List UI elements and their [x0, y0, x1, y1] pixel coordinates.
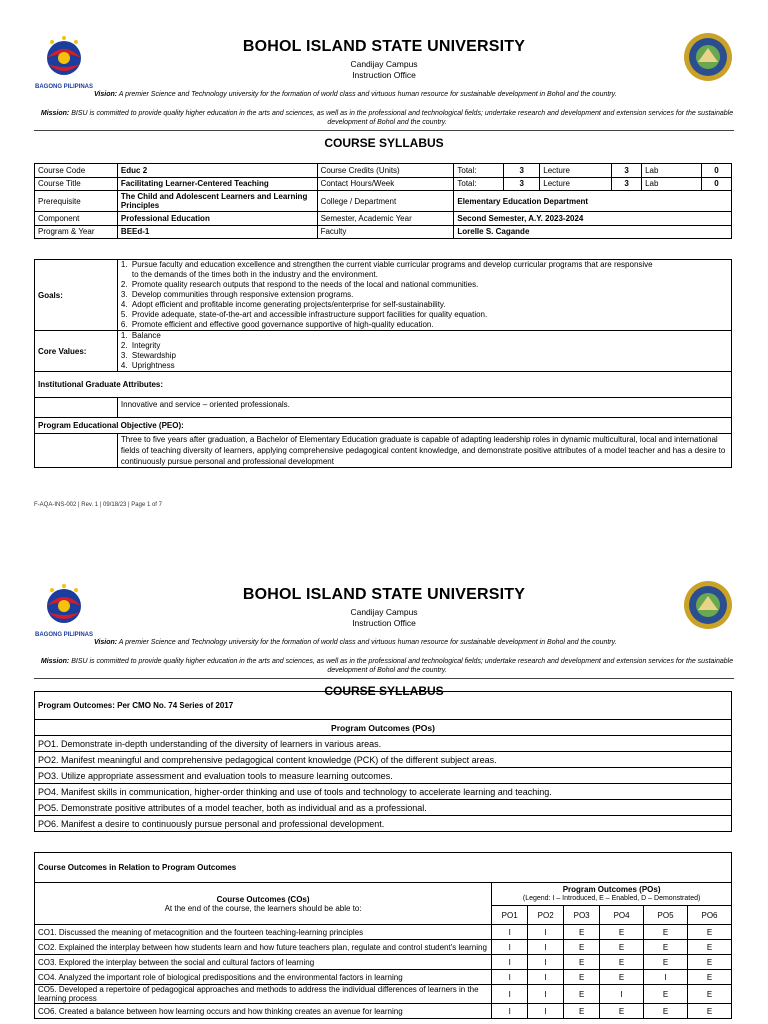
table-row	[35, 800, 732, 816]
mission-statement: Mission: BISU is committed to provide quality higher education in the arts and sciences, as well as in the professional and technological fields; undertake research and development and extension services for the sustainable development of Bohol and the country.	[40, 658, 734, 674]
po-column: PO6	[688, 906, 732, 925]
po-column: PO1	[492, 906, 528, 925]
total-hours: 3	[504, 177, 540, 191]
course-title: Facilitating Learner-Centered Teaching	[117, 177, 317, 191]
table-row	[35, 736, 732, 752]
table-row: CO3. Explored the interplay between the social and cultural factors of learning I I E E E E	[35, 955, 732, 970]
vision-statement	[94, 91, 714, 98]
university-name: BOHOL ISLAND STATE UNIVERSITY	[242, 38, 526, 55]
co-text: CO2. Explained the interplay between how students learn and how future teachers plan, regulate and control student's learning	[35, 940, 492, 955]
goals-list	[121, 260, 728, 330]
college-label: College / Department	[317, 191, 454, 212]
campus-name: Candijay Campus	[350, 59, 418, 69]
list-item: to the demands of the times both in the industry and the environment.	[131, 270, 378, 279]
core-values-list	[121, 331, 728, 371]
course-info-table	[34, 163, 732, 239]
po-column: PO3	[564, 906, 600, 925]
co-title: Course Outcomes in Relation to Program Outcomes	[35, 853, 732, 883]
table-row	[35, 331, 732, 372]
list-item: 4. Adopt efficient and profitable income generating projects/enterprise for self-sustainability.	[120, 300, 446, 309]
office-name: Instruction Office	[352, 618, 416, 628]
course-code: Educ 2	[117, 164, 317, 178]
co-text: CO4. Analyzed the important role of biological predispositions and the environmental factors in learning	[35, 970, 492, 985]
vision-text: A premier Science and Technology university for the formation of world class and virtuous human resource for sustainable development in Bohol and the country.	[118, 91, 617, 98]
table-row	[35, 191, 732, 212]
co-text: CO1. Discussed the meaning of metacognition and the fourteen teaching-learning principles	[35, 925, 492, 940]
lab-units: 0	[702, 164, 732, 178]
po-column: PO2	[528, 906, 564, 925]
table-row	[35, 398, 732, 418]
header-divider	[34, 130, 734, 131]
table-row: CO2. Explained the interplay between how students learn and how future teachers plan, regulate and control student's learning I I E E E E	[35, 940, 732, 955]
table-row	[35, 434, 732, 468]
table-row	[35, 164, 732, 178]
lab-label: Lab	[642, 164, 702, 178]
college-department: Elementary Education Department	[454, 191, 732, 212]
total-units: 3	[504, 164, 540, 178]
campus-name: Candijay Campus	[350, 607, 418, 617]
credits-label: Course Credits (Units)	[317, 164, 454, 178]
po-item: PO2. Manifest meaningful and comprehensive pedagogical content knowledge (PCK) of the different subject areas.	[35, 752, 732, 768]
course-outcomes-table	[34, 852, 732, 1019]
lecture-label: Lecture	[540, 177, 612, 191]
table-row	[35, 752, 732, 768]
table-row: CO4. Analyzed the important role of biological predispositions and the environmental factors in learning I I E E I E	[35, 970, 732, 985]
total-label: Total:	[454, 177, 504, 191]
table-row	[35, 768, 732, 784]
po-item: PO5. Demonstrate positive attributes of a model teacher, both as individual and as a professional.	[35, 800, 732, 816]
po-column: PO5	[644, 906, 688, 925]
list-item: 6. Promote efficient and effective good governance supportive of high-quality education.	[120, 320, 434, 329]
hours-label: Contact Hours/Week	[317, 177, 454, 191]
mission-statement	[34, 109, 740, 127]
table-row: CO6. Created a balance between how learning occurs and how thinking creates an avenue for learning I I E E E E	[35, 1004, 732, 1019]
table-row	[35, 816, 732, 832]
table-row	[35, 212, 732, 226]
lab-label: Lab	[642, 177, 702, 191]
institutional-table	[34, 259, 732, 468]
component: Professional Education	[117, 212, 317, 226]
table-row	[35, 372, 732, 398]
syllabus-title: COURSE SYLLABUS	[324, 136, 444, 150]
header-divider	[34, 678, 734, 679]
co-text: CO5. Developed a repertoire of pedagogical approaches and methods to address the individual differences of learners in the learning process	[35, 985, 492, 1004]
semester-year: Second Semester, A.Y. 2023-2024	[454, 212, 732, 226]
prereq-label: Prerequisite	[35, 191, 118, 212]
vision-statement: Vision: A premier Science and Technology university for the formation of world class and virtuous human resource for sustainable development in Bohol and the country.	[94, 639, 617, 646]
iga-label: Institutional Graduate Attributes:	[35, 372, 732, 398]
peo-label: Program Educational Objective (PEO):	[35, 418, 732, 434]
po-item: PO6. Manifest a desire to continuously pursue personal and professional development.	[35, 816, 732, 832]
program-year: BEEd-1	[117, 225, 317, 239]
table-row	[35, 177, 732, 191]
po-title: Program Outcomes: Per CMO No. 74 Series of 2017	[35, 692, 732, 720]
list-item: 1. Pursue faculty and education excellence and strengthen the current viable curricular programs and develop curricular programs that are responsive	[120, 260, 653, 269]
semester-label: Semester, Academic Year	[317, 212, 454, 226]
goals-label: Goals:	[35, 260, 118, 331]
faculty-name: Lorelle S. Cagande	[454, 225, 732, 239]
co-text: CO3. Explored the interplay between the social and cultural factors of learning	[35, 955, 492, 970]
po-item: PO3. Utilize appropriate assessment and evaluation tools to measure learning outcomes.	[35, 768, 732, 784]
co-subheader: At the end of the course, the learners should be able to:	[164, 903, 362, 913]
mission-text: BISU is committed to provide quality higher education in the arts and sciences, as well as in the professional and technological fields; undertake research and development and extension services for the sustainable development of Bohol and the country.	[71, 110, 734, 126]
lecture-label: Lecture	[540, 164, 612, 178]
iga-value: Innovative and service – oriented professionals.	[117, 398, 731, 418]
core-values-label: Core Values:	[35, 331, 118, 372]
university-name: BOHOL ISLAND STATE UNIVERSITY	[242, 586, 526, 603]
list-item: 4. Uprightness	[120, 361, 175, 370]
po-item: PO1. Demonstrate in-depth understanding of the diversity of learners in various areas.	[35, 736, 732, 752]
list-item: 2. Promote quality research outputs that respond to the needs of the local and national communities.	[120, 280, 479, 289]
list-item: 1. Balance	[120, 331, 161, 340]
program-outcomes-table	[34, 691, 732, 832]
code-label: Course Code	[35, 164, 118, 178]
list-item: 3. Stewardship	[120, 351, 176, 360]
table-row	[35, 692, 732, 720]
syllabus-title: COURSE SYLLABUS	[324, 684, 444, 698]
lab-hours: 0	[702, 177, 732, 191]
po-header: Program Outcomes (POs)	[562, 885, 661, 895]
title-label: Course Title	[35, 177, 118, 191]
table-row	[35, 784, 732, 800]
table-row: CO1. Discussed the meaning of metacognition and the fourteen teaching-learning principles I I E E E E	[35, 925, 732, 940]
co-text: CO6. Created a balance between how learning occurs and how thinking creates an avenue for learning	[35, 1004, 492, 1019]
po-item: PO4. Manifest skills in communication, higher-order thinking and use of tools and technology to accelerate learning and teaching.	[35, 784, 732, 800]
co-header: Course Outcomes (COs)	[216, 894, 310, 904]
table-row	[35, 720, 732, 736]
table-row: CO5. Developed a repertoire of pedagogical approaches and methods to address the individual differences of learners in the learning process I I E I E E	[35, 985, 732, 1004]
prerequisite: The Child and Adolescent Learners and Learning Principles	[117, 191, 317, 212]
mission-label: Mission:	[40, 110, 70, 117]
page-footer: F-AQA-INS-002 | Rev. 1 | 09/18/23 | Page 1 of 7	[34, 502, 162, 508]
lecture-units: 3	[612, 164, 642, 178]
table-row	[35, 883, 732, 906]
po-column: PO4	[600, 906, 644, 925]
logo-text: BAGONG PILIPINAS	[34, 84, 94, 90]
component-label: Component	[35, 212, 118, 226]
logo-text: BAGONG PILIPINAS	[34, 632, 94, 638]
peo-text: Three to five years after graduation, a Bachelor of Elementary Education graduate is capable of adapting leadership roles in dynamic multicultural, local and international fields of teaching diversity of learners, applying comprehensive pedagogical content knowledge, and demonstrate positive attributes of a model teacher and has a desire to continuously pursue personal and professional development	[117, 434, 731, 468]
total-label: Total:	[454, 164, 504, 178]
list-item: 2. Integrity	[120, 341, 161, 350]
table-row	[35, 418, 732, 434]
po-header: Program Outcomes (POs)	[35, 720, 732, 736]
table-row	[35, 225, 732, 239]
table-row	[35, 853, 732, 883]
lecture-hours: 3	[612, 177, 642, 191]
vision-label: Vision:	[94, 91, 118, 98]
faculty-label: Faculty	[317, 225, 454, 239]
list-item: 5. Provide adequate, state-of-the-art and accessible infrastructure support facilities for quality equation.	[120, 310, 488, 319]
po-legend: (Legend: I – Introduced, E – Enabled, D – Demonstrated)	[522, 895, 701, 903]
table-row	[35, 260, 732, 331]
program-label: Program & Year	[35, 225, 118, 239]
office-name: Instruction Office	[352, 70, 416, 80]
list-item: 3. Develop communities through responsive extension programs.	[120, 290, 354, 299]
